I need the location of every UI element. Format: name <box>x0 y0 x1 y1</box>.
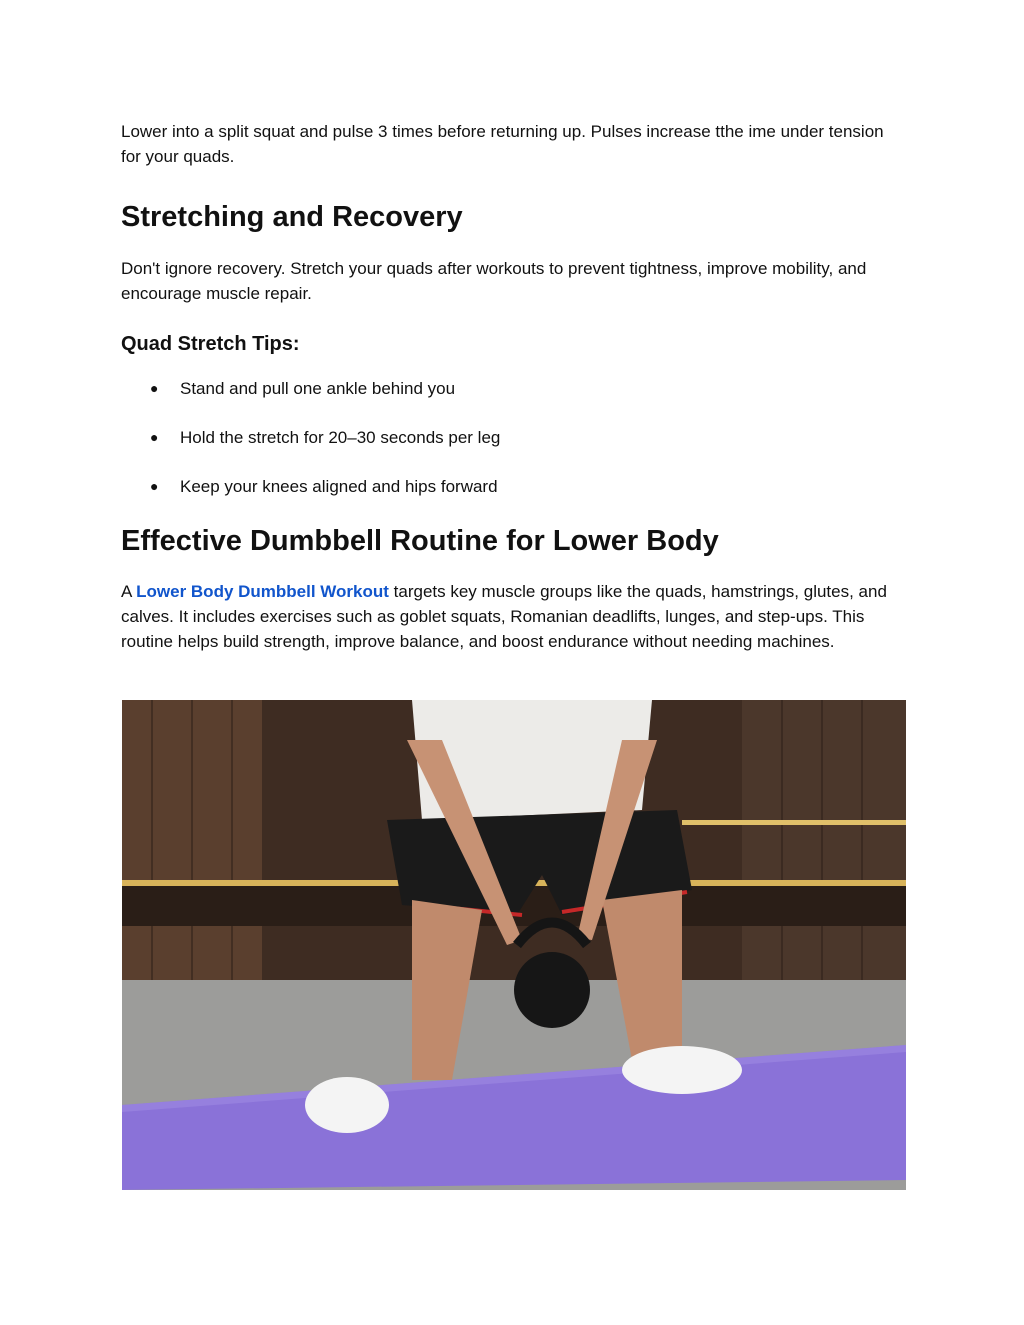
stretching-heading: Stretching and Recovery <box>121 201 463 233</box>
list-item: ● Stand and pull one ankle behind you <box>121 376 907 425</box>
dumbbell-heading: Effective Dumbbell Routine for Lower Body <box>121 525 719 557</box>
tips-heading: Quad Stretch Tips: <box>121 333 300 355</box>
intro-paragraph: Lower into a split squat and pulse 3 times before returning up. Pulses increase tthe ime under tension for your quads. <box>121 122 884 166</box>
kettlebell-squat-photo <box>122 700 906 1190</box>
bullet-icon: ● <box>150 478 159 494</box>
lower-body-workout-link[interactable]: Lower Body Dumbbell Workout <box>136 582 389 601</box>
list-item: ● Keep your knees aligned and hips forward <box>121 474 907 523</box>
list-item: ● Hold the stretch for 20–30 seconds per leg <box>121 425 907 474</box>
dumbbell-paragraph: A Lower Body Dumbbell Workout targets key muscle groups like the quads, hamstrings, glutes, and calves. It includes exercises such as goblet squats, Romanian deadlifts, lunges, and step-ups. This routine helps build strength, improve balance, and boost endurance without needing machines. <box>121 582 887 651</box>
tips-list <box>121 376 907 523</box>
bullet-icon: ● <box>150 429 159 445</box>
stretching-paragraph: Don't ignore recovery. Stretch your quads after workouts to prevent tightness, improve mobility, and encourage muscle repair. <box>121 259 867 303</box>
bullet-icon: ● <box>150 380 159 396</box>
kettlebell-photo-illustration <box>122 700 906 1190</box>
